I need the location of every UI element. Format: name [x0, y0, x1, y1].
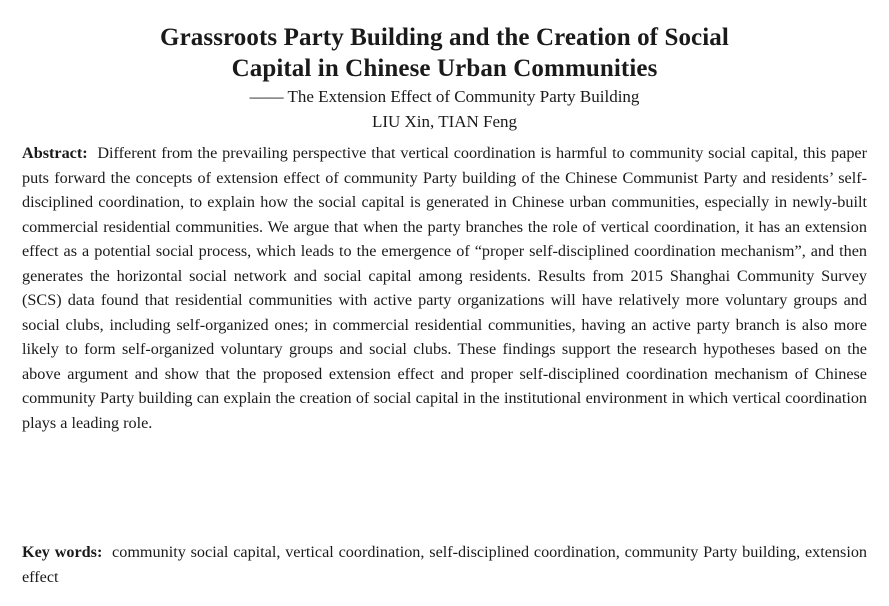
keywords-label: Key words:	[22, 543, 103, 561]
keywords-section	[22, 540, 867, 589]
title-line-2: Capital in Chinese Urban Communities	[231, 55, 658, 82]
paper-subtitle: —— The Extension Effect of Community Party Building	[249, 87, 640, 106]
title-line-1: Grassroots Party Building and the Creation of Social	[160, 24, 729, 51]
abstract-text: Different from the prevailing perspective that vertical coordination is harmful to community social capital, this paper puts forward the concepts of extension effect of community Party building of the Chinese Communist Party and residents’ self-disciplined coordination, to explain how the social capital is generated in Chinese urban communities, especially in newly-built commercial residential communities. We argue that when the party branches the role of vertical coordination, it has an extension effect as a potential social process, which leads to the emergence of “proper self-disciplined coordination mechanism”, and then generates the horizontal social network and social capital among residents. Results from 2015 Shanghai Community Survey (SCS) data found that residential communities with active party organizations will have relatively more voluntary groups and social clubs, including self-organized ones; in commercial residential communities, having an active party branch is also more likely to form self-organized voluntary groups and social clubs. These findings support the research hypotheses based on the above argument and show that the proposed extension effect and proper self-disciplined coordination mechanism of Chinese community Party building can explain the creation of social capital in the institutional environment in which vertical coordination plays a leading role.	[22, 144, 868, 432]
keywords-text: community social capital, vertical coordination, self-disciplined coordination, community Party building, extension effect	[22, 543, 868, 586]
abstract-section	[22, 141, 867, 435]
abstract-label: Abstract:	[22, 144, 88, 162]
paper-title	[0, 0, 889, 84]
paper-authors: LIU Xin, TIAN Feng	[371, 112, 518, 131]
